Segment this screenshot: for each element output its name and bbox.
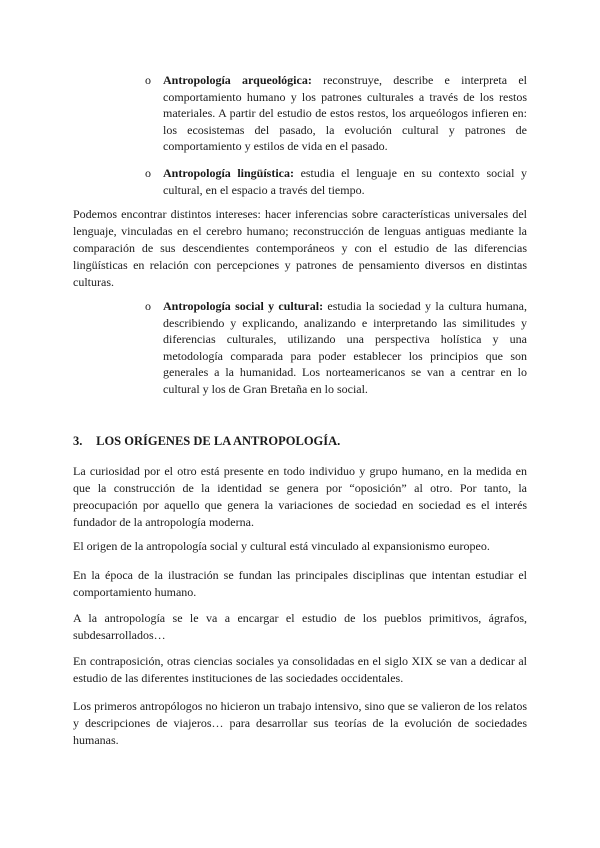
section-title: LOS ORÍGENES DE LA ANTROPOLOGÍA. bbox=[96, 434, 341, 448]
body-paragraph: Los primeros antropólogos no hicieron un trabajo intensivo, sino que se valieron de los relatos y descripciones de viajeros… para desarrollar sus teorías de la evolución de sociedades humanas. bbox=[73, 699, 527, 747]
bullet-text: reconstruye, describe e interpreta el comportamiento humano y los patrones culturales a través de los restos materiales. A partir del estudio de estos restos, los arqueólogos infieren en: los ecosistemas del pasado, la evolución cultural y patrones de comportamiento y estilos de vida en el pasado. bbox=[163, 73, 528, 153]
bullet-social-cultural bbox=[145, 298, 527, 397]
interests-paragraph: Podemos encontrar distintos intereses: hacer inferencias sobre características universales del lenguaje, vinculadas en el cerebro humano; reconstrucción de lenguas antiguas mediante la comparación de sus descendientes contemporáneos y con el estudio de las diferencias lingüísticas en relación con percepciones y patrones de pensamiento diversos en distintas culturas. bbox=[73, 207, 527, 289]
body-paragraph: La curiosidad por el otro está presente en todo individuo y grupo humano, en la medida en que la construcción de la identidad se genera por “oposición” al otro. Por tanto, la preocupación por aquello que genera la variaciones de sociedad en sociedad es el interés fundador de la antropología moderna. bbox=[73, 464, 527, 529]
bullet-text: estudia el lenguaje en su contexto social y cultural, en el espacio a través del tiempo. bbox=[163, 166, 527, 197]
bullet-term: Antropología arqueológica: bbox=[163, 73, 312, 87]
bullet-term: Antropología social y cultural: bbox=[163, 299, 324, 313]
bullet-arqueologica bbox=[145, 72, 528, 155]
body-paragraph: En contraposición, otras ciencias sociales ya consolidadas en el siglo XIX se van a dedicar al estudio de las diferentes instituciones de las sociedades occidentales. bbox=[73, 654, 527, 685]
bullet-marker: o bbox=[145, 166, 151, 180]
bullet-marker: o bbox=[145, 73, 151, 87]
bullet-linguistica bbox=[145, 165, 527, 198]
bullet-term: Antropología lingüística: bbox=[163, 166, 295, 180]
bullet-marker: o bbox=[145, 299, 151, 313]
body-paragraph: A la antropología se le va a encargar el estudio de los pueblos primitivos, ágrafos, subdesarrollados… bbox=[73, 611, 527, 642]
section-heading bbox=[73, 434, 340, 449]
body-paragraph: El origen de la antropología social y cultural está vinculado al expansionismo europeo. bbox=[73, 539, 490, 553]
bullet-text: estudia la sociedad y la cultura humana, describiendo y explicando, analizando e interpretando las similitudes y diferencias culturales, utilizando una perspectiva holística y una metodología comparada para poder establecer los principios que son generales a la humanidad. Los norteamericanos se van a centrar en lo cultural y los de Gran Bretaña en lo social. bbox=[163, 299, 527, 396]
section-number: 3. bbox=[73, 434, 83, 448]
body-paragraph: En la época de la ilustración se fundan las principales disciplinas que intentan estudiar el comportamiento humano. bbox=[73, 568, 527, 599]
